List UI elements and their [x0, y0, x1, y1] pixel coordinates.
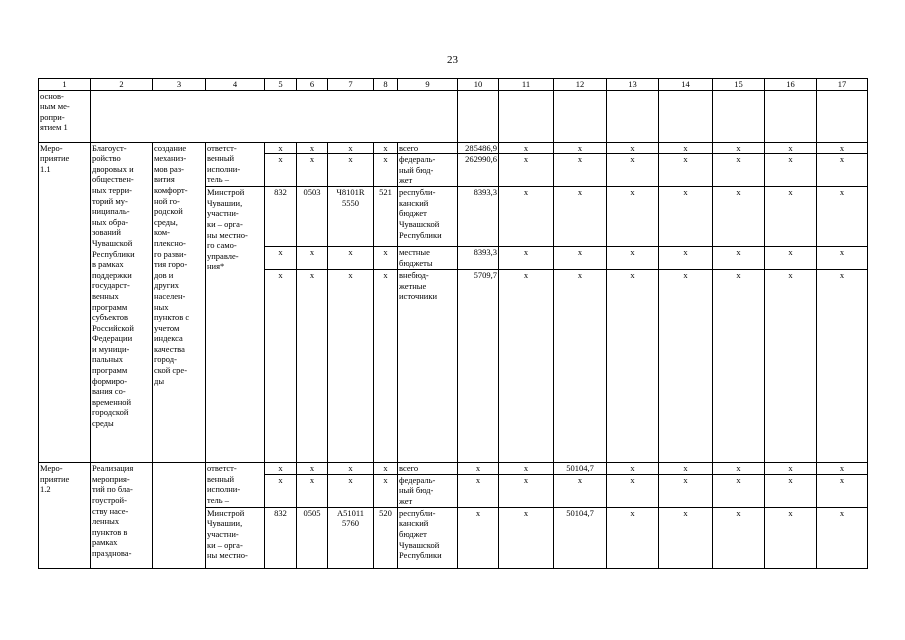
expense-type-cell: x — [374, 270, 398, 463]
header-cell: 1 — [39, 79, 91, 91]
target-cell: x — [328, 463, 374, 475]
value-cell: x — [659, 154, 713, 187]
header-cell: 15 — [713, 79, 765, 91]
empty-cell — [554, 90, 607, 142]
header-cell: 8 — [374, 79, 398, 91]
source-cell: федераль- ный бюд- жет — [398, 474, 458, 507]
header-cell: 9 — [398, 79, 458, 91]
value-cell: 50104,7 — [554, 507, 607, 568]
value-cell: x — [713, 142, 765, 154]
value-cell: x — [554, 187, 607, 247]
value-cell: x — [765, 142, 817, 154]
measure-description: Благоуст- ройство дворовых и обществен- ных терри- торий му- ниципаль- ных обра- зований Чувашской Республики в рамках поддержки государст- венных программ субъектов Российской Федерации и муници- пальных программ формиро- вания со- временной городской среды — [91, 142, 153, 463]
value-cell: x — [499, 154, 554, 187]
intro-text: основ- ным ме- ропри- ятием 1 — [39, 90, 91, 142]
grbs-cell: x — [265, 142, 297, 154]
header-cell: 6 — [297, 79, 328, 91]
source-cell: местные бюджеты — [398, 247, 458, 270]
grbs-cell: 832 — [265, 187, 297, 247]
target-cell: Ч8101R 5550 — [328, 187, 374, 247]
value-cell: x — [713, 154, 765, 187]
value-cell: x — [499, 142, 554, 154]
value-cell: x — [817, 247, 868, 270]
value-cell: x — [659, 142, 713, 154]
value-cell: x — [817, 270, 868, 463]
expense-type-cell: 520 — [374, 507, 398, 568]
measure-name: Меро- приятие 1.2 — [39, 463, 91, 569]
source-cell: внебюд- жетные источники — [398, 270, 458, 463]
section-cell: x — [297, 270, 328, 463]
header-cell: 5 — [265, 79, 297, 91]
value-cell: x — [713, 247, 765, 270]
empty-cell — [765, 90, 817, 142]
value-cell: 8393,3 — [458, 247, 499, 270]
value-cell: x — [817, 474, 868, 507]
grbs-cell: x — [265, 247, 297, 270]
value-cell: x — [607, 187, 659, 247]
value-cell: x — [554, 142, 607, 154]
expense-type-cell: x — [374, 247, 398, 270]
value-cell: x — [499, 270, 554, 463]
grbs-cell: 832 — [265, 507, 297, 568]
section-cell: x — [297, 154, 328, 187]
value-cell: 5709,7 — [458, 270, 499, 463]
value-cell: x — [659, 507, 713, 568]
value-cell: 262990,6 — [458, 154, 499, 187]
value-cell: x — [765, 507, 817, 568]
value-cell: x — [713, 507, 765, 568]
value-cell: x — [458, 463, 499, 475]
measure-name: Меро- приятие 1.1 — [39, 142, 91, 463]
value-cell: x — [458, 507, 499, 568]
grbs-cell: x — [265, 474, 297, 507]
value-cell: x — [607, 142, 659, 154]
value-cell: x — [554, 154, 607, 187]
header-cell: 17 — [817, 79, 868, 91]
value-cell: x — [554, 474, 607, 507]
header-row — [39, 79, 868, 91]
value-cell: x — [607, 270, 659, 463]
target-cell: x — [328, 142, 374, 154]
value-cell: x — [765, 474, 817, 507]
section-cell: 0505 — [297, 507, 328, 568]
header-cell: 10 — [458, 79, 499, 91]
target-cell: x — [328, 247, 374, 270]
section-cell: x — [297, 247, 328, 270]
value-cell: x — [607, 247, 659, 270]
empty-cell — [458, 90, 499, 142]
value-cell: 8393,3 — [458, 187, 499, 247]
header-cell: 11 — [499, 79, 554, 91]
executor-detail: Минстрой Чувашии, участни- ки – орга- ны местно- го само- управле- ния* — [206, 187, 265, 463]
value-cell: x — [765, 463, 817, 475]
empty-cell — [499, 90, 554, 142]
value-cell: x — [499, 507, 554, 568]
value-cell: x — [817, 463, 868, 475]
expense-type-cell: x — [374, 463, 398, 475]
table-row — [39, 463, 868, 475]
executor-detail: Минстрой Чувашии, участни- ки – орга- ны местно- — [206, 507, 265, 568]
empty-cell — [817, 90, 868, 142]
value-cell: x — [458, 474, 499, 507]
source-cell: республи- канский бюджет Чувашской Республики — [398, 187, 458, 247]
value-cell: x — [659, 270, 713, 463]
value-cell: x — [499, 463, 554, 475]
value-cell: 285486,9 — [458, 142, 499, 154]
value-cell: 50104,7 — [554, 463, 607, 475]
value-cell: x — [607, 154, 659, 187]
value-cell: x — [817, 187, 868, 247]
value-cell: x — [659, 463, 713, 475]
empty-cell — [659, 90, 713, 142]
measure-goal: создание механиз- мов раз- вития комфорт- ной го- родской среды, ком- плексно- го разви- тия горо- дов и других населен- ных пунктов с учетом индекса качества город- ской сре- ды — [153, 142, 206, 463]
expense-type-cell: x — [374, 154, 398, 187]
value-cell: x — [607, 507, 659, 568]
value-cell: x — [817, 154, 868, 187]
value-cell: x — [499, 247, 554, 270]
executor-header: ответст- венный исполни- тель – — [206, 142, 265, 187]
source-cell: республи- канский бюджет Чувашской Республики — [398, 507, 458, 568]
budget-table — [38, 78, 868, 569]
header-cell: 14 — [659, 79, 713, 91]
header-cell: 16 — [765, 79, 817, 91]
value-cell: x — [554, 247, 607, 270]
value-cell: x — [607, 463, 659, 475]
value-cell: x — [554, 270, 607, 463]
header-cell: 12 — [554, 79, 607, 91]
value-cell: x — [499, 474, 554, 507]
expense-type-cell: x — [374, 474, 398, 507]
source-cell: федераль- ный бюд- жет — [398, 154, 458, 187]
empty-cell — [713, 90, 765, 142]
grbs-cell: x — [265, 154, 297, 187]
header-cell: 2 — [91, 79, 153, 91]
header-cell: 4 — [206, 79, 265, 91]
value-cell: x — [659, 247, 713, 270]
executor-header: ответст- венный исполни- тель – — [206, 463, 265, 508]
expense-type-cell: x — [374, 142, 398, 154]
measure-goal — [153, 463, 206, 569]
expense-type-cell: 521 — [374, 187, 398, 247]
intro-row — [39, 90, 868, 142]
page-number: 23 — [447, 54, 458, 66]
section-cell: x — [297, 463, 328, 475]
empty-cell — [91, 90, 458, 142]
source-cell: всего — [398, 463, 458, 475]
target-cell: x — [328, 474, 374, 507]
value-cell: x — [607, 474, 659, 507]
value-cell: x — [499, 187, 554, 247]
value-cell: x — [817, 507, 868, 568]
measure-description: Реализация мероприя- тий по бла- гоустрой- ству насе- ленных пунктов в рамках празднова- — [91, 463, 153, 569]
value-cell: x — [817, 142, 868, 154]
value-cell: x — [765, 247, 817, 270]
target-cell: x — [328, 270, 374, 463]
header-cell: 13 — [607, 79, 659, 91]
value-cell: x — [713, 463, 765, 475]
section-cell: 0503 — [297, 187, 328, 247]
grbs-cell: x — [265, 463, 297, 475]
section-cell: x — [297, 474, 328, 507]
value-cell: x — [659, 187, 713, 247]
header-cell: 3 — [153, 79, 206, 91]
section-cell: x — [297, 142, 328, 154]
value-cell: x — [659, 474, 713, 507]
header-cell: 7 — [328, 79, 374, 91]
table-row — [39, 142, 868, 154]
target-cell: А51011 5760 — [328, 507, 374, 568]
value-cell: x — [713, 270, 765, 463]
value-cell: x — [713, 187, 765, 247]
value-cell: x — [765, 154, 817, 187]
grbs-cell: x — [265, 270, 297, 463]
value-cell: x — [713, 474, 765, 507]
value-cell: x — [765, 187, 817, 247]
empty-cell — [607, 90, 659, 142]
value-cell: x — [765, 270, 817, 463]
target-cell: x — [328, 154, 374, 187]
source-cell: всего — [398, 142, 458, 154]
